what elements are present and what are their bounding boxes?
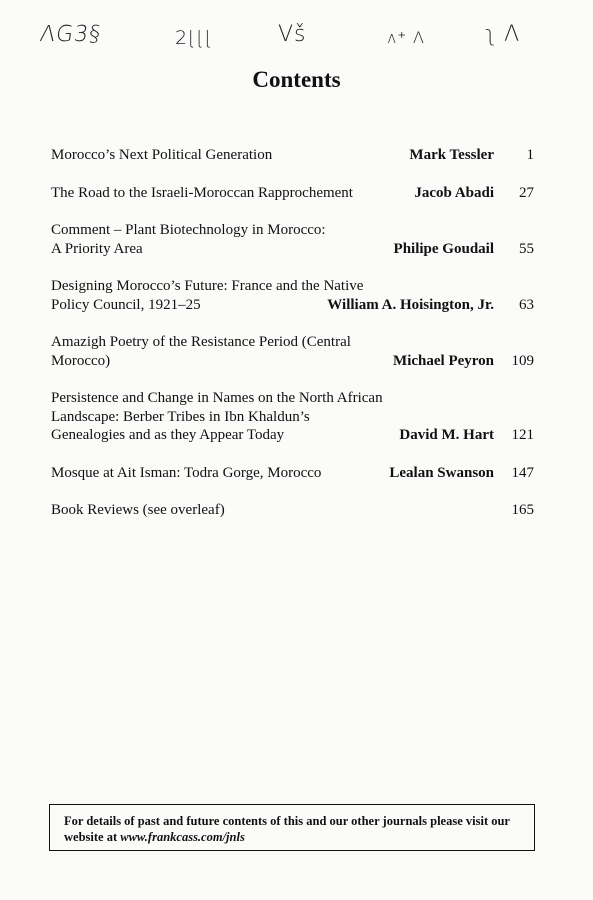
page-number: 165 (511, 502, 534, 518)
toc-entry[interactable] (51, 389, 534, 445)
page-number: 1 (526, 147, 534, 163)
toc-entry[interactable] (51, 501, 534, 520)
article-title-line: A Priority Area (51, 240, 143, 257)
page-title: Contents (252, 67, 341, 92)
notice-text: For details of past and future contents of this and our other journals please visit our website at (64, 814, 510, 844)
handwritten-mark: 2ɭɭɭ (175, 27, 214, 49)
page-number: 27 (519, 184, 534, 201)
handwritten-mark: Vš (278, 22, 307, 47)
article-author: Philipe Goudail (393, 240, 494, 257)
article-title-line: Amazigh Poetry of the Resistance Period (Central (51, 334, 351, 350)
handwritten-mark: ΛG3§ (38, 22, 103, 47)
article-title-line: Genealogies and as they Appear Today (51, 427, 285, 443)
article-title-line: Comment – Plant Biotechnology in Morocco: (51, 222, 326, 238)
article-title-line: Book Reviews (see overleaf) (51, 502, 225, 518)
article-title-line: The Road to the Israeli-Moroccan Rapprochement (51, 184, 353, 201)
article-title-line: Designing Morocco’s Future: France and the Native (51, 278, 364, 294)
website-notice (49, 804, 535, 851)
article-title-line: Landscape: Berber Tribes in Ibn Khaldun’s (51, 408, 310, 425)
toc-entry[interactable] (51, 277, 534, 314)
page-number: 109 (511, 352, 534, 369)
article-title-line: Morocco) (51, 352, 111, 369)
page-number: 55 (519, 240, 534, 257)
toc-entry[interactable] (51, 146, 534, 165)
article-title-line: Persistence and Change in Names on the North African (51, 390, 383, 406)
article-title-line: Mosque at Ait Isman: Todra Gorge, Morocco (51, 464, 322, 481)
article-author: Jacob Abadi (414, 184, 494, 201)
table-of-contents (51, 146, 534, 539)
page-number: 121 (511, 427, 534, 443)
article-author: Mark Tessler (409, 147, 494, 163)
toc-entry[interactable] (51, 221, 534, 258)
article-author: David M. Hart (399, 427, 494, 443)
article-title-line: Policy Council, 1921–25 (51, 296, 201, 313)
toc-entry[interactable] (51, 464, 534, 483)
handwritten-mark: ʅ Λ (485, 22, 521, 47)
article-title-line: Morocco’s Next Political Generation (51, 147, 273, 163)
handwritten-mark: ʌ⁺ Λ (387, 28, 425, 47)
article-author: Lealan Swanson (389, 464, 494, 481)
article-author: Michael Peyron (393, 352, 494, 369)
toc-entry[interactable] (51, 184, 534, 203)
toc-entry[interactable] (51, 333, 534, 370)
website-link[interactable]: www.frankcass.com/jnls (120, 830, 245, 844)
article-author: William A. Hoisington, Jr. (327, 296, 494, 313)
page-number: 63 (519, 296, 534, 313)
page-number: 147 (511, 464, 534, 481)
